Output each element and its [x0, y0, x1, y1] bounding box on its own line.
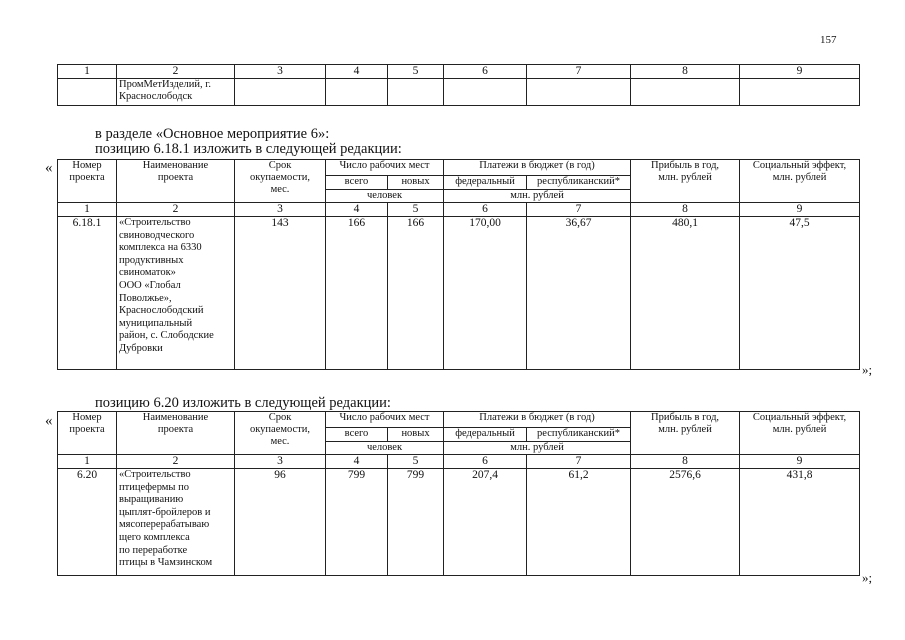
header-profit: Прибыль в год, млн. рублей: [631, 412, 740, 455]
column-number: 8: [631, 455, 740, 469]
header-social: Социальный эффект, млн. рублей: [740, 160, 860, 203]
header-jobs-new: новых: [388, 428, 444, 442]
header-profit: Прибыль в год, млн. рублей: [631, 160, 740, 203]
header-name: Наименование проекта: [117, 412, 235, 455]
column-number: 6: [444, 203, 527, 217]
header-pay-republic: республиканский*: [527, 176, 631, 190]
column-number: 1: [58, 65, 117, 79]
open-quote: «: [45, 413, 53, 429]
profit-value: 2576,6: [631, 469, 740, 576]
column-number: 8: [631, 65, 740, 79]
project-table-6-20: [57, 411, 860, 576]
project-name: «Строительство свиноводческого комплекса на 6330 продуктивных свиноматок» ООО «Глобал Поволжье», Краснослободский муниципальный район, с. Слободские Дубровки: [117, 217, 235, 370]
column-number: 5: [388, 455, 444, 469]
social-value: 431,8: [740, 469, 860, 576]
header-pay-unit: млн. рублей: [444, 442, 631, 455]
column-number: 8: [631, 203, 740, 217]
table-row: [58, 217, 860, 370]
column-number: 9: [740, 203, 860, 217]
header-pay-federal: федеральный: [444, 428, 527, 442]
column-number: 2: [117, 455, 235, 469]
pay-federal-value: 207,4: [444, 469, 527, 576]
header-jobs-total: всего: [326, 176, 388, 190]
column-number-row: [58, 65, 860, 79]
column-number: 2: [117, 203, 235, 217]
project-table-6-18-1: [57, 159, 860, 370]
jobs-total-value: 799: [326, 469, 388, 576]
header-number: Номер проекта: [58, 412, 117, 455]
column-number: 9: [740, 65, 860, 79]
column-number: 1: [58, 455, 117, 469]
header-payments: Платежи в бюджет (в год): [444, 412, 631, 428]
table-row: [58, 79, 860, 106]
column-number: 4: [326, 65, 388, 79]
jobs-new-value: 799: [388, 469, 444, 576]
header-number: Номер проекта: [58, 160, 117, 203]
jobs-total-value: 166: [326, 217, 388, 370]
header-payback: Срок окупаемости, мес.: [235, 160, 326, 203]
column-number: 9: [740, 455, 860, 469]
header-jobs-unit: человек: [326, 442, 444, 455]
project-number: 6.20: [58, 469, 117, 576]
header-jobs-new: новых: [388, 176, 444, 190]
column-number: 5: [388, 203, 444, 217]
column-number: 3: [235, 455, 326, 469]
column-number: 1: [58, 203, 117, 217]
page-number: 157: [820, 34, 837, 46]
open-quote: «: [45, 160, 53, 176]
project-name-cell: ПромМетИзделий, г. Краснослободск: [117, 79, 235, 106]
header-pay-federal: федеральный: [444, 176, 527, 190]
section-heading: в разделе «Основное мероприятие 6»:: [95, 126, 330, 142]
header-payback: Срок окупаемости, мес.: [235, 412, 326, 455]
payback-value: 143: [235, 217, 326, 370]
jobs-new-value: 166: [388, 217, 444, 370]
column-number: 7: [527, 65, 631, 79]
close-quote: »;: [862, 362, 873, 377]
header-pay-unit: млн. рублей: [444, 190, 631, 203]
column-number: 4: [326, 203, 388, 217]
pay-federal-value: 170,00: [444, 217, 527, 370]
header-name: Наименование проекта: [117, 160, 235, 203]
close-quote: »;: [862, 570, 873, 585]
pay-republic-value: 61,2: [527, 469, 631, 576]
pay-republic-value: 36,67: [527, 217, 631, 370]
header-pay-republic: республиканский*: [527, 428, 631, 442]
column-number: 2: [117, 65, 235, 79]
continuation-table: [57, 64, 860, 106]
profit-value: 480,1: [631, 217, 740, 370]
header-social: Социальный эффект, млн. рублей: [740, 412, 860, 455]
column-number: 3: [235, 203, 326, 217]
column-number: 5: [388, 65, 444, 79]
table-row: [58, 469, 860, 576]
column-number: 7: [527, 455, 631, 469]
header-jobs: Число рабочих мест: [326, 160, 444, 176]
header-jobs-unit: человек: [326, 190, 444, 203]
section1-intro: позицию 6.18.1 изложить в следующей редакции:: [95, 141, 402, 157]
project-number: 6.18.1: [58, 217, 117, 370]
section2-intro: позицию 6.20 изложить в следующей редакции:: [95, 395, 391, 411]
header-jobs-total: всего: [326, 428, 388, 442]
column-number: 4: [326, 455, 388, 469]
header-jobs: Число рабочих мест: [326, 412, 444, 428]
social-value: 47,5: [740, 217, 860, 370]
payback-value: 96: [235, 469, 326, 576]
header-payments: Платежи в бюджет (в год): [444, 160, 631, 176]
project-name: «Строительство птицефермы по выращиванию цыплят-бройлеров и мясоперерабатываю щего комплекса по переработке птицы в Чамзинском: [117, 469, 235, 576]
column-number: 7: [527, 203, 631, 217]
column-number: 6: [444, 65, 527, 79]
column-number: 6: [444, 455, 527, 469]
column-number: 3: [235, 65, 326, 79]
